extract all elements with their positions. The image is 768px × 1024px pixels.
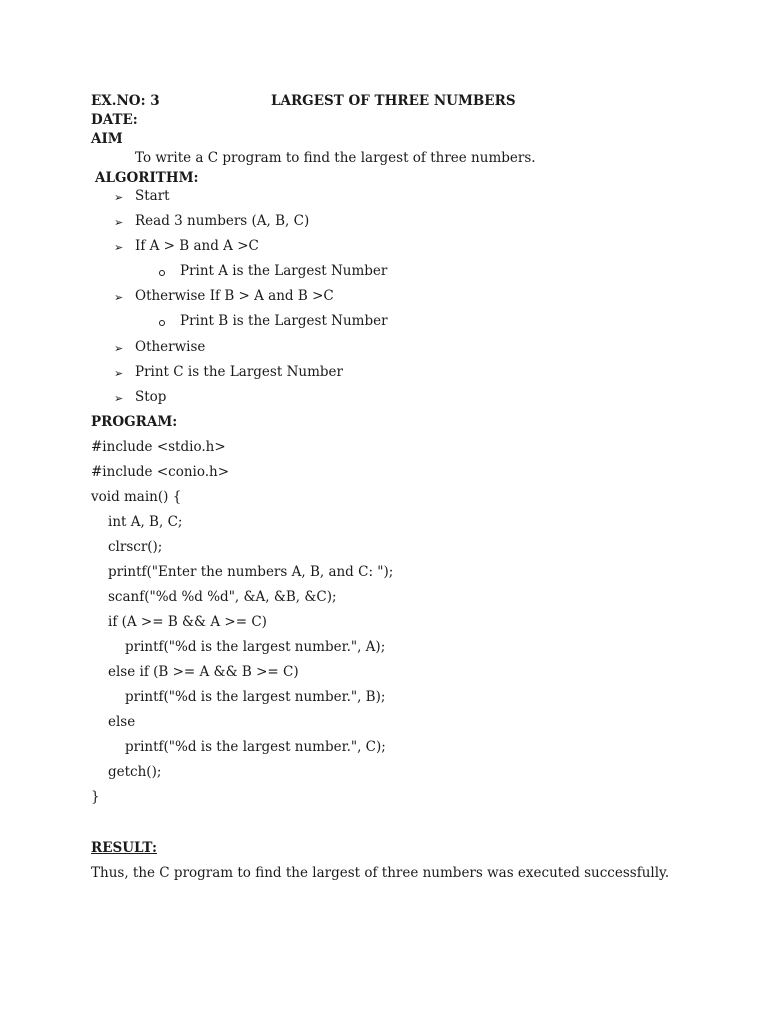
aim-text: To write a C program to find the largest of three numbers. [135, 150, 536, 166]
algorithm-step: Start [135, 188, 170, 204]
code-line: printf("Enter the numbers A, B, and C: "); [108, 564, 394, 580]
arrow-bullet-icon: ➢ [114, 342, 124, 355]
algorithm-step: Stop [135, 389, 167, 405]
code-line: #include <stdio.h> [91, 439, 226, 455]
algorithm-step: Read 3 numbers (A, B, C) [135, 213, 310, 229]
algorithm-step: Print C is the Largest Number [135, 364, 343, 380]
arrow-bullet-icon: ➢ [114, 392, 124, 405]
circle-bullet-icon [159, 320, 165, 326]
code-line: else [108, 714, 136, 730]
code-line: int A, B, C; [108, 514, 183, 530]
algorithm-heading: ALGORITHM: [95, 170, 199, 186]
arrow-bullet-icon: ➢ [114, 291, 124, 304]
code-line: if (A >= B && A >= C) [108, 614, 267, 630]
date-label: DATE: [91, 112, 138, 128]
code-line: clrscr(); [108, 539, 163, 555]
code-line: else if (B >= A && B >= C) [108, 664, 299, 680]
aim-heading: AIM [91, 131, 123, 147]
algorithm-step: If A > B and A >C [135, 238, 259, 254]
exercise-number: EX.NO: 3 [91, 93, 160, 109]
algorithm-step: Otherwise [135, 339, 206, 355]
algorithm-step: Otherwise If B > A and B >C [135, 288, 334, 304]
code-line: #include <conio.h> [91, 464, 230, 480]
code-line: printf("%d is the largest number.", A); [125, 639, 386, 655]
document-title: LARGEST OF THREE NUMBERS [271, 93, 516, 109]
code-line: getch(); [108, 764, 162, 780]
code-line: scanf("%d %d %d", &A, &B, &C); [108, 589, 337, 605]
algorithm-substep: Print A is the Largest Number [180, 263, 388, 279]
algorithm-substep: Print B is the Largest Number [180, 313, 388, 329]
result-text: Thus, the C program to find the largest of three numbers was executed successfully. [91, 865, 670, 881]
arrow-bullet-icon: ➢ [114, 216, 124, 229]
code-line: } [91, 789, 100, 805]
code-line: void main() { [91, 489, 182, 505]
circle-bullet-icon [159, 270, 165, 276]
code-line: printf("%d is the largest number.", B); [125, 689, 386, 705]
program-heading: PROGRAM: [91, 414, 178, 430]
arrow-bullet-icon: ➢ [114, 241, 124, 254]
arrow-bullet-icon: ➢ [114, 191, 124, 204]
arrow-bullet-icon: ➢ [114, 367, 124, 380]
result-heading: RESULT: [91, 840, 157, 856]
code-line: printf("%d is the largest number.", C); [125, 739, 386, 755]
